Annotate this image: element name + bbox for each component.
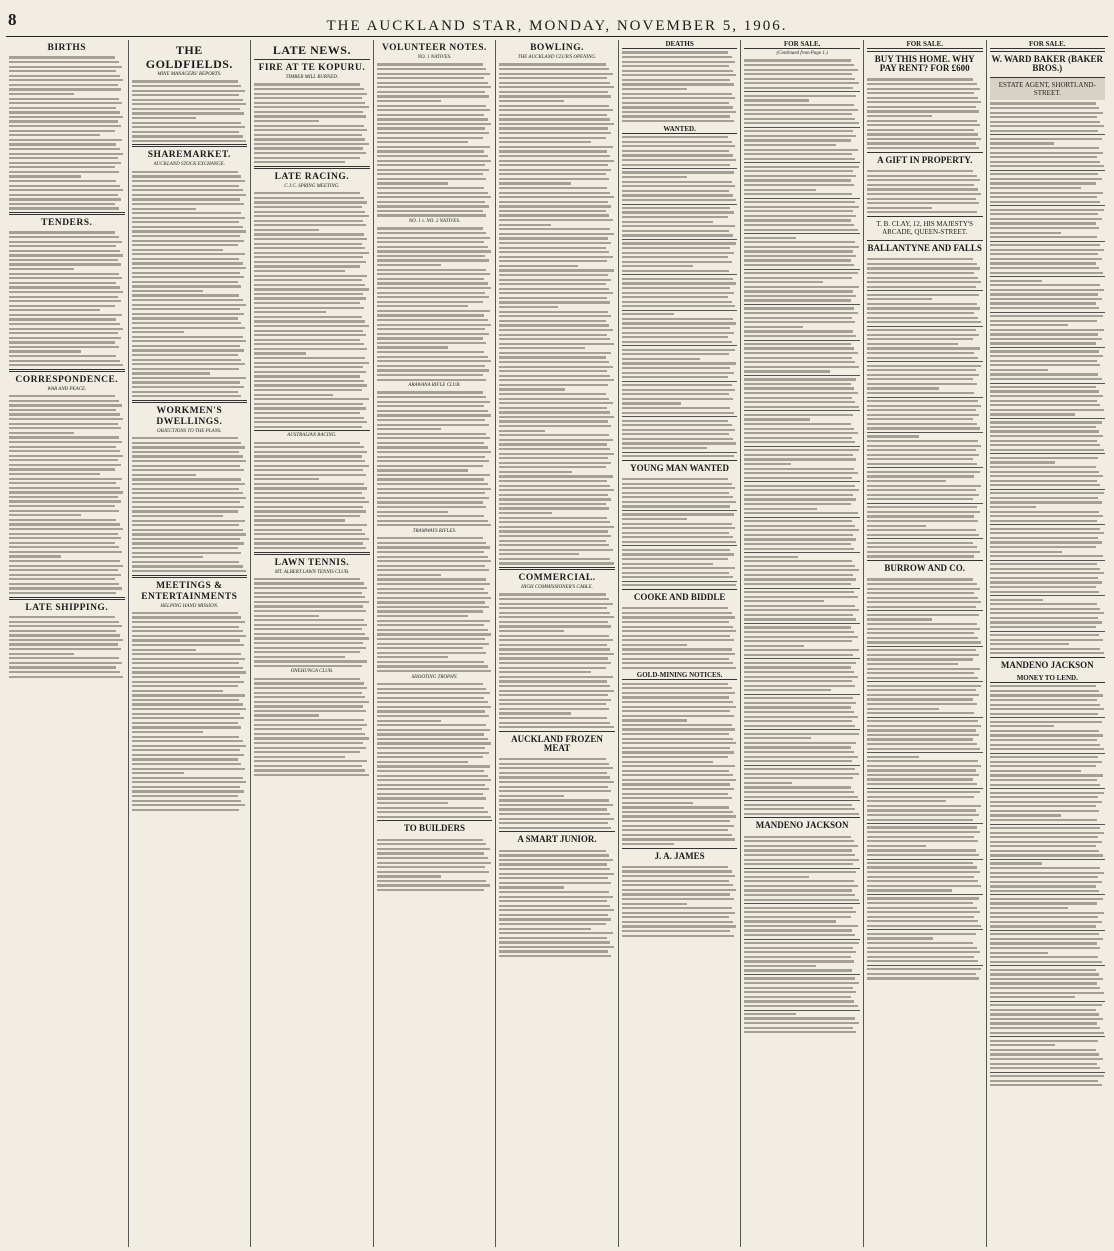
tramways-subhead: TRAMWAYS RIFLES. [412,528,457,534]
text-block [132,437,248,572]
australian-racing-subhead: AUSTRALIAN RACING. [287,433,337,439]
text-block [377,63,493,216]
ad-text [622,866,738,937]
column-6 [619,40,742,1247]
column-7 [741,40,864,1247]
lawn-tennis-heading: LAWN TENNIS. [274,557,350,568]
text-block [9,616,125,678]
text-block [499,63,615,564]
helping-hand-subhead: HELPING HAND MISSION. [160,603,219,609]
classified-ads [622,136,738,457]
divider [132,400,248,403]
auckland-club-subhead: THE AUCKLAND CLUB'S OPENING. [517,55,597,60]
volunteer-notes-heading: VOLUNTEER NOTES. [381,43,487,53]
text-block [377,683,493,818]
late-shipping-heading: LATE SHIPPING. [25,602,109,613]
to-builders-title: TO BUILDERS [403,823,466,834]
commercial-heading: COMMERCIAL. [518,572,596,583]
for-sale-heading: FOR SALE. [744,40,860,49]
text-block [9,56,125,209]
classified-ads [867,578,983,979]
mt-albert-subhead: MT. ALBERT LAWN TENNIS CLUB. [274,569,350,575]
mandeno-jackson-ad-2 [990,657,1106,673]
column-5 [496,40,619,1247]
arawana-subhead: ARAWANA RIFLE CLUB. [408,383,461,389]
continued-subhead: (Continued from Page 1.) [776,51,828,56]
text-block [622,683,738,845]
gift-in-property-title: A GIFT IN PROPERTY. [877,154,973,165]
births-heading: BIRTHS [47,43,87,53]
ballantyne-falls-title: BALLANTYNE AND FALLS [867,242,982,253]
divider [132,144,248,147]
bowling-heading: BOWLING. [530,43,584,53]
column-3 [251,40,374,1247]
money-to-lend-heading: MONEY TO LEND. [990,674,1106,683]
estate-agent-title: ESTATE AGENT, SHORTLAND-STREET. [998,81,1096,97]
stock-exchange-subhead: AUCKLAND STOCK EXCHANGE. [153,162,226,168]
ja-james-title: J. A. JAMES [654,850,705,861]
goldfields-heading: THE GOLDFIELDS. [145,43,233,71]
text-block [377,537,493,672]
mandeno-jackson-title-2: MANDENO JACKSON [1000,659,1094,670]
timber-mill-subhead: TIMBER MILL BURNED. [285,75,339,80]
text-block [254,578,370,667]
text-block [254,83,370,163]
divider [499,567,615,570]
text-block [377,227,493,380]
classified-ads [744,836,860,1034]
burrow-co-ad [867,560,983,576]
smart-junior-ad [499,831,615,847]
mandeno-jackson-ad [744,817,860,833]
onehunga-subhead: ONEHUNGA CLUB. [290,669,334,675]
divider [254,552,370,555]
text-block [254,192,370,428]
divider [254,166,370,169]
fire-heading: FIRE AT TE KOPURU. [258,63,366,73]
divider [9,369,125,372]
ad-text [622,607,738,669]
ad-text [867,170,983,213]
text-block [9,231,125,366]
mine-managers-subhead: MINE MANAGERS' REPORTS. [157,72,222,77]
ad-text [499,758,615,829]
divider [9,597,125,600]
divider [254,59,370,60]
to-builders-ad [377,820,493,836]
young-man-wanted-ad [622,460,738,476]
late-racing-heading: LATE RACING. [274,171,350,182]
for-sale-heading-2: FOR SALE. [867,40,983,49]
spring-meeting-subhead: C.J.C. SPRING MEETING. [284,183,340,189]
tb-clay-ad [867,216,983,239]
tenders-heading: TENDERS. [41,218,93,229]
war-and-peace-subhead: WAR AND PEACE. [47,386,87,392]
cooke-biddle-title: COOKE AND BIDDLE [633,591,726,602]
text-block [9,395,125,594]
text-block [377,391,493,526]
column-2 [129,40,252,1247]
natives-match-subhead: NO. 1 v. NO. 2 NATIVES. [408,219,461,225]
gold-mining-notices-heading: GOLD-MINING NOTICES. [622,671,738,680]
tb-clay-title: T. B. CLAY, 12, HIS MAJESTY'S ARCADE, QUEEN-STREET. [876,219,974,236]
ad-text [377,839,493,892]
objections-subhead: OBJECTIONS TO THE PLANS. [157,428,222,434]
gift-in-property-ad [867,152,983,168]
text-block [499,593,615,728]
estate-agent-banner [990,77,1106,100]
text-block [254,442,370,549]
mandeno-jackson-title: MANDENO JACKSON [755,820,849,831]
high-commissioner-subhead: HIGH COMMISSIONER'S CABLE. [521,584,593,590]
masthead-rule [6,36,1108,37]
frozen-meat-ad [499,731,615,756]
natives-subhead: NO. 1 NATIVES. [417,55,452,60]
correspondence-heading: CORRESPONDENCE. [15,374,119,385]
meetings-heading: MEETINGS & ENTERTAINMENTS [141,580,238,602]
cooke-biddle-ad [622,589,738,605]
text-block [499,850,615,957]
text-block [254,678,370,776]
masthead-title: THE AUCKLAND STAR, MONDAY, NOVEMBER 5, 1906. [326,18,788,34]
text-block [132,80,248,142]
buy-this-home-title: BUY THIS HOME. WHY PAY RENT? FOR £600 [874,54,975,73]
column-8 [864,40,987,1247]
frozen-meat-title: AUCKLAND FROZEN MEAT [511,733,603,753]
late-news-heading: LATE NEWS. [272,43,351,57]
wanted-heading: WANTED. [622,125,738,134]
ballantyne-falls-ad [867,240,983,256]
sharemarket-heading: SHAREMARKET. [147,150,231,161]
divider [9,212,125,215]
classified-ads [744,59,860,815]
smart-junior-title: A SMART JUNIOR. [517,834,597,845]
divider [132,575,248,578]
classified-ads [990,685,1106,1086]
columns [6,40,1108,1247]
ward-baker-title: W. WARD BAKER (BAKER BROS.) [991,54,1104,73]
column-9 [987,40,1109,1247]
text-block [622,51,738,122]
shooting-subhead: SHOOTING TROPHY. [411,674,458,680]
workmens-dwellings-heading: WORKMEN'S DWELLINGS. [156,405,223,427]
page-number: 8 [8,10,17,29]
share-list [132,171,248,398]
column-1 [6,40,129,1247]
buy-this-home-ad [867,51,983,76]
ward-baker-ad [990,51,1106,76]
text-block [132,612,248,811]
deaths-heading: DEATHS [622,40,738,49]
ad-text [867,78,983,149]
ja-james-ad [622,848,738,864]
classified-ads [867,258,983,557]
classified-ads [622,478,738,587]
column-4 [374,40,497,1247]
for-sale-heading-3: FOR SALE. [990,40,1106,49]
divider [254,430,370,431]
classified-ads [990,102,1106,654]
burrow-co-title: BURROW AND CO. [884,563,966,574]
young-man-wanted-title: YOUNG MAN WANTED [630,462,730,473]
